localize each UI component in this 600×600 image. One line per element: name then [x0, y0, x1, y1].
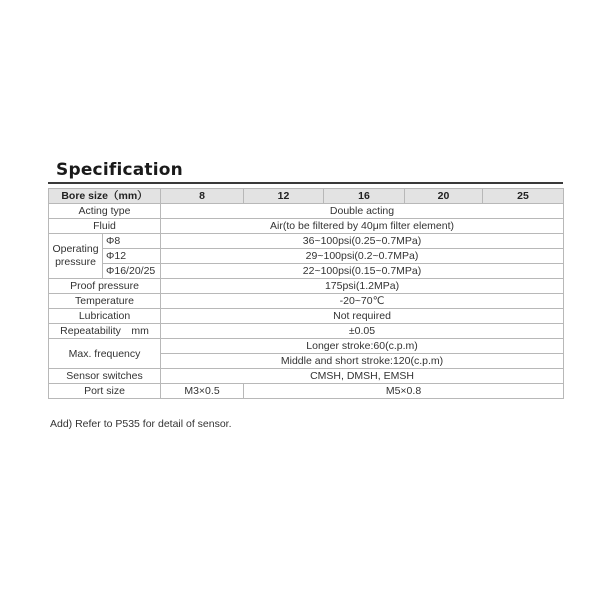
title-underline: [48, 182, 563, 184]
sensor-switches-value: CMSH, DMSH, EMSH: [161, 369, 564, 384]
bore-size-16: 16: [324, 189, 405, 204]
port-size-bore-12-25: M5×0.8: [244, 384, 564, 399]
operating-pressure-bore-12: Φ12: [103, 249, 161, 264]
temperature-row: [49, 294, 564, 309]
proof-pressure-row: [49, 279, 564, 294]
max-frequency-row-longer: [49, 339, 564, 354]
fluid-value: Air(to be filtered by 40μm filter element): [161, 219, 564, 234]
temperature-label: Temperature: [49, 294, 161, 309]
port-size-row: [49, 384, 564, 399]
acting-type-value: Double acting: [161, 204, 564, 219]
operating-pressure-label-line2: pressure: [55, 256, 96, 268]
operating-pressure-bore-8: Φ8: [103, 234, 161, 249]
specification-table: [48, 188, 564, 399]
max-frequency-longer-stroke: Longer stroke:60(c.p.m): [161, 339, 564, 354]
repeatability-label: Repeatability mm: [49, 324, 161, 339]
header-row: [49, 189, 564, 204]
operating-pressure-label-line1: Operating: [52, 243, 99, 255]
page-title: Specification: [56, 160, 183, 180]
proof-pressure-value: 175psi(1.2MPa): [161, 279, 564, 294]
bore-size-25: 25: [483, 189, 564, 204]
max-frequency-label: Max. frequency: [49, 339, 161, 369]
operating-pressure-row-8: [49, 234, 564, 249]
lubrication-label: Lubrication: [49, 309, 161, 324]
repeatability-row: [49, 324, 564, 339]
bore-size-12: 12: [244, 189, 324, 204]
proof-pressure-label: Proof pressure: [49, 279, 161, 294]
repeatability-value: ±0.05: [161, 324, 564, 339]
port-size-label: Port size: [49, 384, 161, 399]
bore-size-20: 20: [405, 189, 483, 204]
operating-pressure-value-12: 29~100psi(0.2~0.7MPa): [161, 249, 564, 264]
port-size-bore-8: M3×0.5: [161, 384, 244, 399]
sensor-switches-label: Sensor switches: [49, 369, 161, 384]
sensor-switches-row: [49, 369, 564, 384]
temperature-value: -20~70℃: [161, 294, 564, 309]
fluid-row: [49, 219, 564, 234]
operating-pressure-value-16-20-25: 22~100psi(0.15~0.7MPa): [161, 264, 564, 279]
lubrication-row: [49, 309, 564, 324]
max-frequency-short-stroke: Middle and short stroke:120(c.p.m): [161, 354, 564, 369]
operating-pressure-row-12: [49, 249, 564, 264]
operating-pressure-value-8: 36~100psi(0.25~0.7MPa): [161, 234, 564, 249]
operating-pressure-bore-16-20-25: Φ16/20/25: [103, 264, 161, 279]
fluid-label: Fluid: [49, 219, 161, 234]
bore-size-header: Bore size（mm）: [49, 189, 161, 204]
bore-size-8: 8: [161, 189, 244, 204]
acting-type-row: [49, 204, 564, 219]
operating-pressure-row-16-20-25: [49, 264, 564, 279]
footnote: Add) Refer to P535 for detail of sensor.: [50, 418, 232, 430]
acting-type-label: Acting type: [49, 204, 161, 219]
lubrication-value: Not required: [161, 309, 564, 324]
operating-pressure-label: [49, 234, 103, 279]
